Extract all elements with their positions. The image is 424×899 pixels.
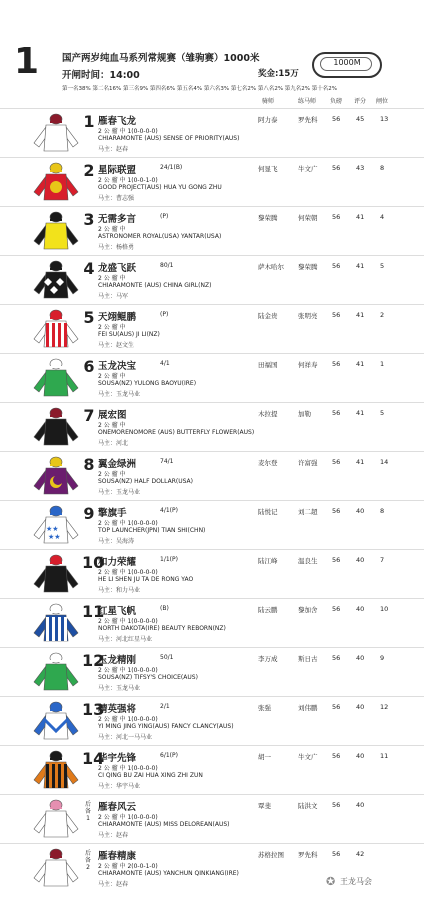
runner-weight: 56 xyxy=(332,409,341,417)
runner-number: 14 xyxy=(82,749,105,768)
horse-owner: 马主：河北红星马业 xyxy=(98,636,153,643)
runner-odds: (P) xyxy=(160,311,169,318)
runner-trainer: 斯日古 xyxy=(298,655,318,663)
runner-weight: 56 xyxy=(332,311,341,319)
horse-info: 2 公 骝 中 1(0-0-0-0) xyxy=(98,667,158,674)
horse-pedigree: CHIARAMONTE (AUS) SENSE OF PRIORITY(AUS) xyxy=(98,135,240,142)
horse-owner: 马主：杨格勇 xyxy=(98,244,135,251)
runner-draw: 11 xyxy=(380,752,389,760)
runner-rating: 45 xyxy=(356,115,365,123)
horse-pedigree: HE LI SHEN JU TA DE RONG YAO xyxy=(98,576,194,583)
runner-odds: 74/1 xyxy=(160,458,174,465)
horse-name: 龙盛飞跃 xyxy=(98,263,137,274)
runner-trainer: 何祥寿 xyxy=(298,361,318,369)
horse-name: 红星飞帆 xyxy=(98,606,137,617)
runner-weight: 56 xyxy=(332,213,341,221)
horse-owner: 马主：赵春 xyxy=(98,832,129,839)
prize-distribution: 第一名38% 第二名16% 第三名9% 第四名6% 第五名4% 第六名3% 第七名2% 第八名2% 第九名2% 第十名2% xyxy=(62,86,337,92)
runner-number: 1 xyxy=(83,112,95,131)
track-distance-label: 1000M xyxy=(333,58,361,67)
runner-number: 8 xyxy=(83,455,95,474)
runner-rating: 40 xyxy=(356,801,365,809)
race-prize: 奖金:15万 xyxy=(258,69,299,79)
horse-pedigree: YI MING JING YING(AUS) FANCY CLANCY(AUS) xyxy=(98,723,234,730)
horse-info: 2 公 骝 中 xyxy=(98,226,126,233)
horse-owner: 马主：玉龙马业 xyxy=(98,685,141,692)
horse-name: 天翊鲲鹏 xyxy=(98,312,137,323)
runner-draw: 1 xyxy=(380,360,385,368)
jockey-silk-icon xyxy=(30,211,82,251)
runner-rating: 41 xyxy=(356,213,365,221)
runner-odds: 50/1 xyxy=(160,654,174,661)
runner-trainer: 牛文广 xyxy=(298,753,318,761)
jockey-silk-icon xyxy=(30,603,82,643)
runner-odds: 24/1(B) xyxy=(160,164,183,171)
header-trainer: 练马师 xyxy=(298,98,317,105)
runner-row xyxy=(0,647,424,694)
runner-jockey: 萨木哈尔 xyxy=(258,263,284,271)
runner-draw: 8 xyxy=(380,164,385,172)
runner-rating: 40 xyxy=(356,654,365,662)
runner-number: 6 xyxy=(83,357,95,376)
runner-draw: 10 xyxy=(380,605,389,613)
runner-draw: 12 xyxy=(380,703,389,711)
runner-row xyxy=(0,255,424,302)
jockey-silk-icon xyxy=(30,260,82,300)
runner-rating: 41 xyxy=(356,311,365,319)
runner-jockey: 胡一 xyxy=(258,753,271,761)
runner-rating: 42 xyxy=(356,850,365,858)
runner-trainer: 温良生 xyxy=(298,557,318,565)
horse-pedigree: TOP LAUNCHER(JPN) TIAN SHI(CHN) xyxy=(98,527,206,534)
horse-name: 雁春风云 xyxy=(98,802,137,813)
runner-weight: 56 xyxy=(332,115,341,123)
runner-trainer: 刘二超 xyxy=(298,508,318,516)
runner-number: 13 xyxy=(82,700,105,719)
horse-info: 2 公 骝 中 xyxy=(98,275,126,282)
horse-owner: 马主：马军 xyxy=(98,293,129,300)
horse-pedigree: SOUSA(NZ) YULONG BAOYU(IRE) xyxy=(98,380,197,387)
runner-trainer: 牛文广 xyxy=(298,165,318,173)
horse-owner: 马主：和力马业 xyxy=(98,587,141,594)
jockey-silk-icon xyxy=(30,701,82,741)
track-diagram xyxy=(312,52,382,78)
runner-rating: 41 xyxy=(356,360,365,368)
horse-pedigree: SOUSA(NZ) HALF DOLLAR(USA) xyxy=(98,478,193,485)
runner-trainer: 张明亮 xyxy=(298,312,318,320)
horse-name: 玉龙决宝 xyxy=(98,361,137,372)
runner-weight: 56 xyxy=(332,801,341,809)
runner-rating: 40 xyxy=(356,556,365,564)
horse-name: 无需多言 xyxy=(98,214,137,225)
horse-name: 展宏图 xyxy=(98,410,127,421)
runner-row xyxy=(0,108,424,155)
runner-rating: 43 xyxy=(356,164,365,172)
runner-trainer: 黎荣腾 xyxy=(298,263,318,271)
header-jockey: 骑师 xyxy=(262,98,275,105)
horse-pedigree: NORTH DAKOTA(IRE) BEAUTY REBORN(NZ) xyxy=(98,625,226,632)
horse-info: 2 公 骝 中 1(0-0-0-0) xyxy=(98,716,158,723)
runner-draw: 13 xyxy=(380,115,389,123)
runner-row xyxy=(0,451,424,498)
runner-trainer: 罗先科 xyxy=(298,851,318,859)
runner-trainer: 陆洪文 xyxy=(298,802,318,810)
runner-jockey: 木拉提 xyxy=(258,410,278,418)
runner-jockey: 陆云鹏 xyxy=(258,606,278,614)
horse-info: 2 公 骝 中 1(0-0-1-0) xyxy=(98,177,158,184)
runner-odds: 4/1(P) xyxy=(160,507,178,514)
horse-owner: 马主：华宇马业 xyxy=(98,783,141,790)
runner-draw: 14 xyxy=(380,458,389,466)
horse-pedigree: CI QING BU ZAI HUA XING ZHI ZUN xyxy=(98,772,203,779)
runner-draw: 7 xyxy=(380,556,385,564)
runner-rating: 41 xyxy=(356,262,365,270)
horse-pedigree: FEI SU(AUS) JI LI(NZ) xyxy=(98,331,160,338)
runner-row xyxy=(0,304,424,351)
horse-pedigree: ASTRONOMER ROYAL(USA) YANTAR(USA) xyxy=(98,233,222,240)
runner-jockey: 黎荣腾 xyxy=(258,214,278,222)
race-number: 1 xyxy=(14,41,40,82)
runner-weight: 56 xyxy=(332,556,341,564)
horse-owner: 马主：玉龙马业 xyxy=(98,391,141,398)
runner-weight: 56 xyxy=(332,507,341,515)
column-headers xyxy=(0,96,424,106)
runner-draw: 5 xyxy=(380,262,385,270)
horse-name: 雁春精康 xyxy=(98,851,137,862)
horse-owner: 马主：赵文生 xyxy=(98,342,135,349)
horse-info: 2 公 骝 中 2(0-0-1-0) xyxy=(98,863,158,870)
runner-number: 3 xyxy=(83,210,95,229)
horse-name: 华宇先锋 xyxy=(98,753,137,764)
jockey-silk-icon xyxy=(30,750,82,790)
runner-odds: 6/1(P) xyxy=(160,752,178,759)
horse-pedigree: CHIARAMONTE (AUS) MISS DELOREAN(AUS) xyxy=(98,821,230,828)
runner-jockey: 陆悦记 xyxy=(258,508,278,516)
horse-owner: 马主：玉龙马业 xyxy=(98,489,141,496)
runner-row xyxy=(0,353,424,400)
runner-rating: 40 xyxy=(356,703,365,711)
runner-trainer: 许富强 xyxy=(298,459,318,467)
runner-row xyxy=(0,157,424,204)
jockey-silk-icon xyxy=(30,848,82,888)
runner-row xyxy=(0,745,424,792)
jockey-silk-icon xyxy=(30,309,82,349)
runner-number: 12 xyxy=(82,651,105,670)
horse-info: 2 公 骝 中 1(0-0-0-0) xyxy=(98,128,158,135)
horse-pedigree: GOOD PROJECT(AUS) HUA YU GONG ZHU xyxy=(98,184,222,191)
race-header xyxy=(0,0,424,108)
runner-jockey: 覃斐 xyxy=(258,802,271,810)
runner-number: 后备1 xyxy=(84,801,91,822)
runner-weight: 56 xyxy=(332,262,341,270)
header-rating: 评分 xyxy=(354,98,367,105)
jockey-silk-icon xyxy=(30,652,82,692)
runner-weight: 56 xyxy=(332,703,341,711)
horse-owner: 马主：吴海涛 xyxy=(98,538,135,545)
horse-info: 2 公 骝 中 1(0-0-0-0) xyxy=(98,569,158,576)
runner-number: 2 xyxy=(83,161,95,180)
runner-weight: 56 xyxy=(332,654,341,662)
runner-draw: 5 xyxy=(380,409,385,417)
runner-row xyxy=(0,500,424,547)
runner-weight: 56 xyxy=(332,458,341,466)
runner-trainer: 黎加舍 xyxy=(298,606,318,614)
horse-name: 和力荣耀 xyxy=(98,557,137,568)
runner-rating: 40 xyxy=(356,507,365,515)
jockey-silk-icon xyxy=(30,113,82,153)
runner-weight: 56 xyxy=(332,605,341,613)
horse-pedigree: ONEMORENOMORE (AUS) BUTTERFLY FLOWER(AUS) xyxy=(98,429,255,436)
runner-trainer: 何荣朝 xyxy=(298,214,318,222)
runner-number: 5 xyxy=(83,308,95,327)
horse-info: 2 公 骝 中 1(0-0-0-0) xyxy=(98,520,158,527)
runner-trainer: 加勒 xyxy=(298,410,311,418)
runner-row xyxy=(0,549,424,596)
runner-weight: 56 xyxy=(332,850,341,858)
runner-rating: 40 xyxy=(356,752,365,760)
wechat-icon: ✪ xyxy=(326,875,336,888)
header-draw: 闸位 xyxy=(376,98,389,105)
runner-jockey: 张强 xyxy=(258,704,271,712)
runner-number: 4 xyxy=(83,259,95,278)
runner-rating: 40 xyxy=(356,605,365,613)
footer-logo: 王龙马会 xyxy=(340,877,372,886)
race-title: 国产两岁纯血马系列常规赛（雏驹赛）1000米 xyxy=(62,53,260,64)
runner-jockey: 李万成 xyxy=(258,655,278,663)
runner-odds: 1/1(P) xyxy=(160,556,178,563)
runner-odds: 4/1 xyxy=(160,360,170,367)
horse-name: 擎旗手 xyxy=(98,508,127,519)
runner-jockey: 苏格拉图 xyxy=(258,851,284,859)
runner-number: 9 xyxy=(83,504,95,523)
jockey-silk-icon xyxy=(30,407,82,447)
runner-number: 11 xyxy=(82,602,105,621)
runner-jockey: 麦尔登 xyxy=(258,459,278,467)
horse-owner: 马主：曹志强 xyxy=(98,195,135,202)
runner-weight: 56 xyxy=(332,164,341,172)
race-start-time: 开闸时间：14:00 xyxy=(62,70,140,81)
runner-rating: 41 xyxy=(356,409,365,417)
horse-owner: 马主：赵春 xyxy=(98,146,129,153)
runner-weight: 56 xyxy=(332,752,341,760)
runner-jockey: 陆江峰 xyxy=(258,557,278,565)
runner-row xyxy=(0,598,424,645)
horse-name: 玉龙精刚 xyxy=(98,655,137,666)
runner-row xyxy=(0,206,424,253)
runner-odds: 2/1 xyxy=(160,703,170,710)
horse-owner: 马主：河北 xyxy=(98,440,129,447)
runner-draw: 4 xyxy=(380,213,385,221)
jockey-silk-icon xyxy=(30,456,82,496)
horse-pedigree: CHIARAMONTE (AUS) CHINA GIRL(NZ) xyxy=(98,282,212,289)
runner-odds: 80/1 xyxy=(160,262,174,269)
jockey-silk-icon xyxy=(30,505,82,545)
horse-name: 精英强将 xyxy=(98,704,137,715)
jockey-silk-icon xyxy=(30,554,82,594)
horse-name: 翼金绿洲 xyxy=(98,459,137,470)
horse-owner: 马主：河北一马马业 xyxy=(98,734,153,741)
runner-trainer: 罗先科 xyxy=(298,116,318,124)
header-weight: 负磅 xyxy=(330,98,343,105)
runner-trainer: 刘伟鹏 xyxy=(298,704,318,712)
runner-number: 7 xyxy=(83,406,95,425)
jockey-silk-icon xyxy=(30,162,82,202)
runner-row xyxy=(0,696,424,743)
runner-draw: 9 xyxy=(380,654,385,662)
horse-name: 星际联盟 xyxy=(98,165,137,176)
runner-jockey: 阿力泰 xyxy=(258,116,278,124)
runner-jockey: 田福国 xyxy=(258,361,278,369)
horse-info: 2 公 骝 中 1(0-0-0-0) xyxy=(98,765,158,772)
runner-rating: 41 xyxy=(356,458,365,466)
runner-number: 10 xyxy=(82,553,105,572)
horse-info: 2 公 骝 中 xyxy=(98,373,126,380)
runner-draw: 2 xyxy=(380,311,385,319)
svg-text:★★: ★★ xyxy=(48,533,61,541)
runner-draw: 8 xyxy=(380,507,385,515)
horse-pedigree: CHIARAMONTE (AUS) YANCHUN QINKIANG(IRE) xyxy=(98,870,239,877)
jockey-silk-icon xyxy=(30,358,82,398)
horse-name: 雁春飞龙 xyxy=(98,116,137,127)
runner-row xyxy=(0,402,424,449)
horse-pedigree: SOUSA(NZ) TIFSY'S CHOICE(AUS) xyxy=(98,674,198,681)
horse-info: 2 公 骝 中 xyxy=(98,324,126,331)
runner-number: 后备2 xyxy=(84,850,91,871)
horse-info: 2 公 骝 中 1(0-0-0-0) xyxy=(98,814,158,821)
svg-text:★★: ★★ xyxy=(46,525,59,533)
runner-jockey: 陆金贵 xyxy=(258,312,278,320)
runner-odds: (P) xyxy=(160,213,169,220)
runner-weight: 56 xyxy=(332,360,341,368)
runner-row xyxy=(0,794,424,841)
horse-owner: 马主：赵春 xyxy=(98,881,129,888)
horse-info: 2 公 骝 中 1(0-0-0-0) xyxy=(98,618,158,625)
horse-info: 2 公 骝 中 xyxy=(98,471,126,478)
horse-info: 2 公 骝 中 xyxy=(98,422,126,429)
jockey-silk-icon xyxy=(30,799,82,839)
runner-odds: (B) xyxy=(160,605,169,612)
runner-jockey: 何显飞 xyxy=(258,165,278,173)
